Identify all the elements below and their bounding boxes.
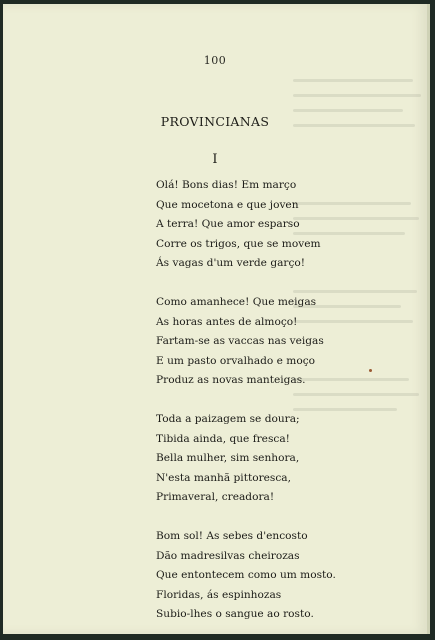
verse-line: Toda a paizagem se doura; (156, 413, 300, 425)
poem-title: PROVINCIANAS (160, 114, 270, 129)
verse-line: Ás vagas d'um verde garço! (156, 257, 306, 269)
verse-line: Tibida ainda, que fresca! (156, 432, 290, 445)
section-numeral: I (212, 152, 218, 167)
paper-speck (369, 369, 372, 372)
verse-line: Bella mulher, sim senhora, (156, 452, 300, 464)
verse-line: Corre os trigos, que se movem (156, 237, 321, 250)
verse-line: Fartam-se as vaccas nas veigas (156, 335, 324, 347)
verse-line: Como amanhece! Que meigas (156, 296, 317, 308)
verse-line: Primaveral, creadora! (156, 491, 275, 503)
stanza (156, 293, 396, 391)
book-page (3, 4, 430, 634)
stanza (156, 176, 396, 274)
poem-body (156, 176, 396, 625)
verse-line: Que mocetona e que joven (156, 198, 299, 211)
verse-line: E um pasto orvalhado e moço (156, 354, 316, 367)
verse-line: A terra! Que amor esparso (156, 218, 300, 230)
verse-line: N'esta manhã pittoresca, (156, 471, 291, 484)
stanza (156, 527, 396, 625)
page-number: 100 (203, 54, 227, 67)
verse-line: Produz as novas manteigas. (156, 374, 306, 386)
verse-line: Olá! Bons dias! Em março (156, 179, 297, 191)
verse-line: Que entontecem como um mosto. (156, 569, 336, 581)
verse-line: Dão madresilvas cheirozas (156, 549, 300, 562)
verse-line: Bom sol! As sebes d'encosto (156, 530, 308, 542)
verse-line: Floridas, ás espinhozas (156, 588, 282, 601)
verse-line: As horas antes de almoço! (156, 315, 298, 328)
stanza (156, 410, 396, 508)
verse-line: Subio-lhes o sangue ao rosto. (156, 608, 314, 620)
